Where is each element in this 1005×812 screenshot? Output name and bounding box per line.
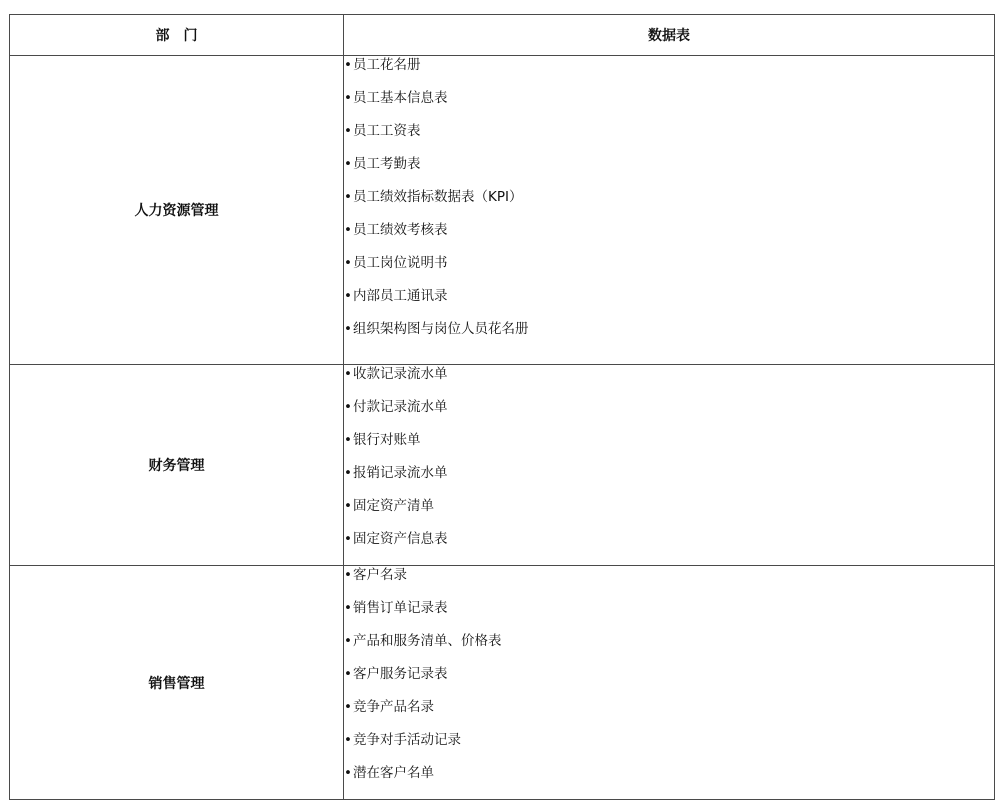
- data-table-name: 竞争产品名录: [352, 699, 434, 715]
- bullet-icon: •: [344, 531, 352, 547]
- data-table-name: 组织架构图与岗位人员花名册: [352, 321, 529, 337]
- department-name: 财务管理: [10, 365, 344, 566]
- list-item: [344, 89, 994, 122]
- bullet-icon: •: [344, 57, 352, 73]
- data-table-name: 客户服务记录表: [352, 666, 448, 682]
- list-item: [344, 254, 994, 287]
- data-table-name: 收款记录流水单: [352, 366, 448, 382]
- list-item: [344, 497, 994, 530]
- bullet-icon: •: [344, 366, 352, 382]
- data-table-name: 销售订单记录表: [352, 600, 448, 616]
- bullet-icon: •: [344, 156, 352, 172]
- bullet-icon: •: [344, 189, 352, 205]
- data-table-name: 员工岗位说明书: [352, 255, 448, 271]
- table-header-row: [10, 15, 995, 56]
- data-table-name: 员工绩效指标数据表（KPI）: [352, 189, 523, 205]
- bullet-icon: •: [344, 255, 352, 271]
- list-item: [344, 221, 994, 254]
- bullet-icon: •: [344, 567, 352, 583]
- list-item: [344, 122, 994, 155]
- data-table-name: 银行对账单: [352, 432, 421, 448]
- department-data-table: [9, 14, 995, 800]
- table-row: [10, 566, 995, 800]
- table-row: [10, 365, 995, 566]
- data-table-name: 固定资产清单: [352, 498, 434, 514]
- data-table-name: 产品和服务清单、价格表: [352, 633, 502, 649]
- data-table-list: [344, 365, 994, 554]
- data-table-list-cell: [344, 365, 995, 566]
- bullet-icon: •: [344, 666, 352, 682]
- header-department: 部 门: [10, 15, 344, 56]
- list-item: [344, 287, 994, 320]
- bullet-icon: •: [344, 432, 352, 448]
- data-table-name: 员工考勤表: [352, 156, 421, 172]
- data-table-list: [344, 566, 994, 788]
- list-item: [344, 365, 994, 398]
- data-table-name: 员工花名册: [352, 57, 421, 73]
- bullet-icon: •: [344, 633, 352, 649]
- list-item: [344, 731, 994, 764]
- bullet-icon: •: [344, 399, 352, 415]
- bullet-icon: •: [344, 600, 352, 616]
- bullet-icon: •: [344, 498, 352, 514]
- data-table-list-cell: [344, 566, 995, 800]
- bullet-icon: •: [344, 732, 352, 748]
- data-table-name: 竞争对手活动记录: [352, 732, 461, 748]
- data-table-name: 客户名录: [352, 567, 407, 583]
- bullet-icon: •: [344, 288, 352, 304]
- list-item: [344, 56, 994, 89]
- bullet-icon: •: [344, 465, 352, 481]
- data-table-list-cell: [344, 56, 995, 365]
- bullet-icon: •: [344, 222, 352, 238]
- list-item: [344, 464, 994, 497]
- data-table-name: 内部员工通讯录: [352, 288, 448, 304]
- list-item: [344, 398, 994, 431]
- data-table-list: [344, 56, 994, 344]
- list-item: [344, 155, 994, 188]
- list-item: [344, 566, 994, 599]
- list-item: [344, 698, 994, 731]
- list-item: [344, 530, 994, 554]
- data-table-name: 员工工资表: [352, 123, 421, 139]
- bullet-icon: •: [344, 321, 352, 337]
- list-item: [344, 188, 994, 221]
- list-item: [344, 665, 994, 698]
- data-table-name: 报销记录流水单: [352, 465, 448, 481]
- department-name: 销售管理: [10, 566, 344, 800]
- list-item: [344, 764, 994, 788]
- data-table-name: 员工绩效考核表: [352, 222, 448, 238]
- list-item: [344, 320, 994, 344]
- list-item: [344, 632, 994, 665]
- bullet-icon: •: [344, 90, 352, 106]
- data-table-name: 固定资产信息表: [352, 531, 448, 547]
- department-name: 人力资源管理: [10, 56, 344, 365]
- bullet-icon: •: [344, 699, 352, 715]
- data-table-name: 付款记录流水单: [352, 399, 448, 415]
- list-item: [344, 431, 994, 464]
- bullet-icon: •: [344, 123, 352, 139]
- table-row: [10, 56, 995, 365]
- bullet-icon: •: [344, 765, 352, 781]
- list-item: [344, 599, 994, 632]
- data-table-name: 潜在客户名单: [352, 765, 434, 781]
- header-data-tables: 数据表: [344, 15, 995, 56]
- data-table-name: 员工基本信息表: [352, 90, 448, 106]
